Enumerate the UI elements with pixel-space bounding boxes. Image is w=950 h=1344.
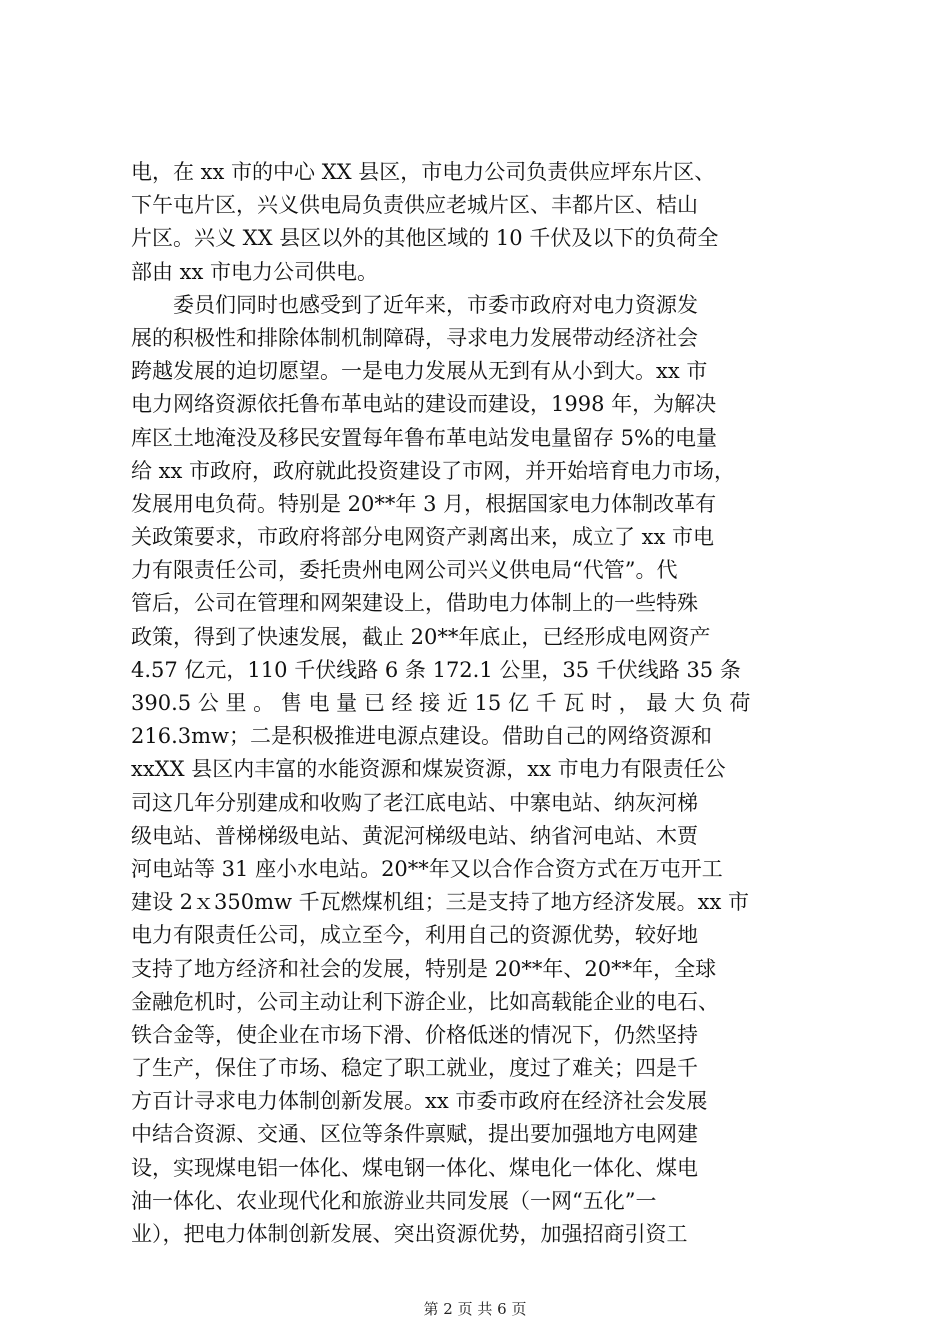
text-line: 业），把电力体制创新发展、突出资源优势，加强招商引资工 — [131, 1222, 688, 1246]
text-line: 片区。兴义 XX 县区以外的其他区域的 10 千伏及以下的负荷全 — [131, 226, 719, 251]
text-line: 管后，公司在管理和网架建设上，借助电力体制上的一些特殊 — [131, 591, 698, 616]
text-line: 电，在 xx 市的中心 XX 县区，市电力公司负责供应坪东片区、 — [131, 160, 716, 184]
text-line: 油一体化、农业现代化和旅游业共同发展（一网“五化”一 — [131, 1188, 657, 1213]
text-line: 委员们同时也感受到了近年来，市委市政府对电力资源发 — [131, 292, 698, 317]
text-line: 部由 xx 市电力公司供电。 — [131, 259, 379, 284]
body-text — [131, 156, 831, 1251]
text-line: 下午屯片区，兴义供电局负责供应老城片区、丰都片区、桔山 — [131, 193, 698, 218]
text-line: 4.57 亿元，110 千伏线路 6 条 172.1 公里，35 千伏线路 35 条 — [131, 657, 741, 682]
text-line: 了生产，保住了市场、稳定了职工就业，度过了难关；四是千 — [131, 1056, 698, 1081]
text-line: 发展用电负荷。特别是 20**年 3 月，根据国家电力体制改革有 — [131, 491, 717, 516]
text-line: 库区土地淹没及移民安置每年鲁布革电站发电量留存 5%的电量 — [131, 425, 717, 450]
page-footer: 第 2 页 共 6 页 — [423, 1300, 527, 1318]
text-line: 电力有限责任公司，成立至今，利用自己的资源优势，较好地 — [131, 923, 698, 948]
text-line: 方百计寻求电力体制创新发展。xx 市委市政府在经济社会发展 — [131, 1089, 708, 1114]
text-line: 河电站等 31 座小水电站。20**年又以合作合资方式在万屯开工 — [131, 856, 723, 881]
text-line: 金融危机时，公司主动让利下游企业，比如高载能企业的电石、 — [131, 989, 719, 1014]
text-line: 支持了地方经济和社会的发展，特别是 20**年、20**年，全球 — [131, 956, 717, 981]
text-line: 级电站、普梯梯级电站、黄泥河梯级电站、纳省河电站、木贾 — [131, 823, 698, 848]
text-line: 展的积极性和排除体制机制障碍，寻求电力发展带动经济社会 — [131, 325, 698, 350]
text-line: 中结合资源、交通、区位等条件禀赋，提出要加强地方电网建 — [131, 1122, 698, 1147]
text-line: 政策，得到了快速发展，截止 20**年底止，已经形成电网资产 — [131, 624, 711, 649]
text-line: 建设 2ｘ350mw 千瓦燃煤机组；三是支持了地方经济发展。xx 市 — [131, 890, 750, 915]
text-line: 390.5 公 里 。 售 电 量 已 经 接 近 15 亿 千 瓦 时 ， 最 大 负 荷 — [131, 691, 751, 715]
text-line: 电力网络资源依托鲁布革电站的建设而建设，1998 年，为解决 — [131, 392, 717, 417]
text-line: 216.3mw；二是积极推进电源点建设。借助自己的网络资源和 — [131, 724, 713, 749]
text-line: 设，实现煤电铝一体化、煤电钢一体化、煤电化一体化、煤电 — [131, 1155, 698, 1180]
text-line: 给 xx 市政府，政府就此投资建设了市网，并开始培育电力市场， — [131, 458, 736, 483]
text-line: 关政策要求，市政府将部分电网资产剥离出来，成立了 xx 市电 — [131, 525, 715, 550]
text-line: xxXX 县区内丰富的水能资源和煤炭资源，xx 市电力有限责任公 — [131, 757, 726, 782]
text-line: 司这几年分别建成和收购了老江底电站、中寨电站、纳灰河梯 — [131, 790, 698, 815]
text-line: 铁合金等，使企业在市场下滑、价格低迷的情况下，仍然坚持 — [131, 1022, 698, 1047]
text-line: 力有限责任公司，委托贵州电网公司兴义供电局“代管”。代 — [131, 558, 678, 583]
text-line: 跨越发展的迫切愿望。一是电力发展从无到有从小到大。xx 市 — [131, 359, 708, 384]
